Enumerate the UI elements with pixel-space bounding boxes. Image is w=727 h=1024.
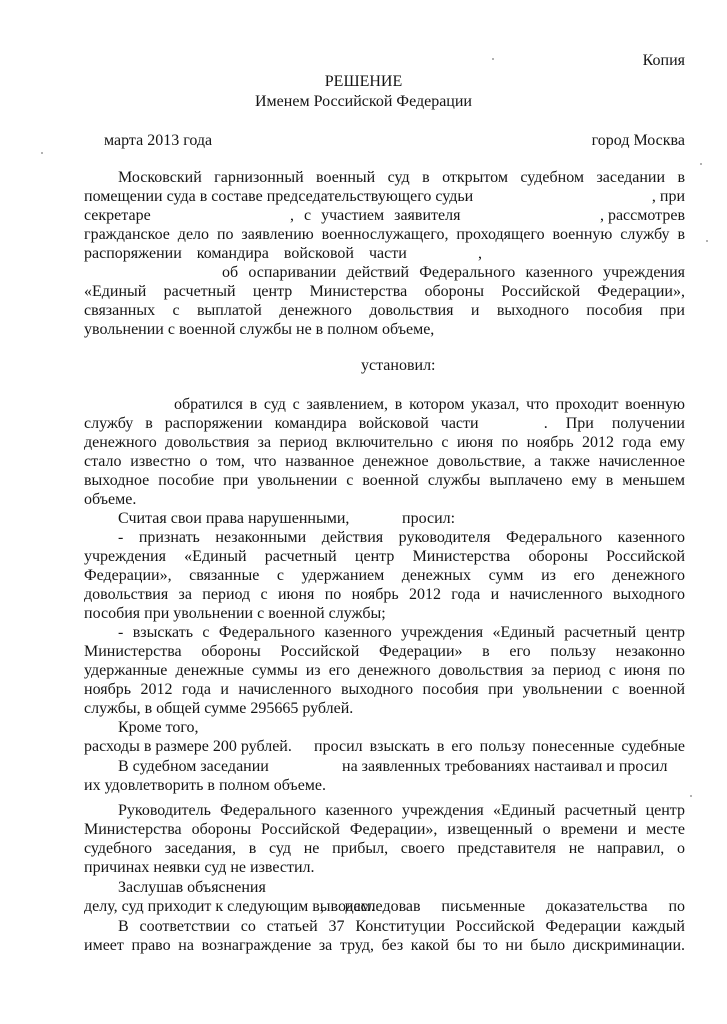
- p7-line: Министерства обороны Российской Федерации», извещенный о времени и месте: [84, 821, 685, 838]
- intro-line: Московский гарнизонный военный суд в открытом судебном заседании в: [118, 169, 685, 186]
- p8-line: делу, суд приходит к следующим выводам.: [84, 898, 375, 915]
- p6-text: на заявленных требованиях настаивал и просил: [342, 758, 668, 775]
- p6-line: [118, 757, 685, 776]
- p5-line: расходы в размере 200 рублей.: [84, 738, 292, 755]
- document-title: РЕШЕНИЕ: [324, 73, 403, 90]
- intro-text: , рассмотрев: [599, 207, 685, 224]
- p4-line: удержанные денежные суммы из его денежного довольствия за период с июня по: [84, 662, 685, 679]
- p7-line: причинах неявки суд не известил.: [84, 859, 315, 876]
- p2-line: [118, 509, 685, 528]
- p2-text: просил:: [402, 510, 456, 527]
- p1-text: . При получении: [543, 415, 685, 432]
- intro-line: увольнении с военной службы не в полном объеме,: [84, 321, 435, 338]
- intro-line: гражданское дело по заявлению военнослужащего, проходящего военную службу в: [84, 226, 685, 243]
- p4-line: службы, в общей сумме 295665 рублей.: [84, 700, 354, 717]
- document-subtitle: Именем Российской Федерации: [255, 93, 472, 110]
- intro-line: [84, 244, 685, 263]
- intro-text: помещении суда в составе председательствующего судьи: [84, 188, 474, 205]
- scan-speck: [492, 58, 494, 60]
- intro-text: , с участием заявителя: [290, 207, 461, 224]
- p1-line: выходное пособие при увольнении с военной службы выплачено ему в меньшем: [84, 472, 685, 489]
- p1-line: объеме.: [84, 491, 137, 508]
- scan-speck: [706, 240, 708, 242]
- p3-line: довольствия за период с июня по ноябрь 2012 года и начисленного выходного: [84, 586, 685, 603]
- copy-mark: Копия: [642, 52, 685, 69]
- p9-line: В соответствии со статьей 37 Конституции Российской Федерации каждый: [118, 918, 685, 935]
- p5-text: просил взыскать в его пользу понесенные судебные: [314, 738, 685, 755]
- scan-speck: [690, 795, 692, 797]
- p3-line: учреждения «Единый расчетный центр Министерства обороны Российской: [84, 548, 685, 565]
- intro-text: , при: [651, 188, 685, 205]
- p1-text: службу в распоряжении командира войсковой части: [84, 415, 479, 432]
- p4-line: Министерства обороны Российской Федерации» в его пользу незаконно: [84, 643, 685, 660]
- p7-line: Руководитель Федерального казенного учреждения «Единый расчетный центр: [118, 802, 685, 819]
- p6-text: В судебном заседании: [118, 758, 269, 775]
- intro-line: связанных с выплатой денежного довольствия и выходного пособия при: [84, 302, 685, 319]
- intro-line: «Единый расчетный центр Министерства обороны Российской Федерации»,: [84, 283, 685, 300]
- intro-text: секретаре: [84, 207, 151, 224]
- p3-line: - признать незаконными действия руководителя Федерального казенного: [118, 529, 685, 546]
- p3-line: пособия при увольнении с военной службы;: [84, 605, 386, 622]
- scan-speck: [700, 163, 702, 165]
- p8-text: Заслушав объяснения: [118, 879, 266, 896]
- p4-line: ноябрь 2012 года и начисленного выходного пособия при увольнении с военной: [84, 681, 685, 698]
- intro-line: [84, 187, 685, 206]
- p6-line: их удовлетворить в полном объеме.: [84, 777, 327, 794]
- decision-date: марта 2013 года: [104, 132, 213, 149]
- intro-line: об оспаривании действий Федерального казенного учреждения: [222, 264, 685, 281]
- p1-line: обратился в суд с заявлением, в котором указал, что проходит военную: [174, 396, 685, 413]
- p8-text: , исследовав письменные доказательства по: [320, 898, 685, 915]
- intro-text: распоряжении командира войсковой части: [84, 245, 407, 262]
- p3-line: Федерации», связанные с удержанием денежных сумм из его денежного: [84, 567, 685, 584]
- p9-line: имеет право на вознаграждение за труд, без какой бы то ни было дискриминации.: [84, 937, 685, 954]
- p1-line: стало известно о том, что названное денежное довольствие, а также начисленное: [84, 453, 685, 470]
- intro-text: ,: [478, 245, 482, 262]
- established-heading: установил:: [361, 357, 436, 374]
- intro-line: [84, 206, 685, 225]
- p2-text: Считая свои права нарушенными,: [118, 510, 350, 527]
- scan-speck: [41, 152, 43, 154]
- p4-line: - взыскать с Федерального казенного учреждения «Единый расчетный центр: [118, 624, 685, 641]
- p1-line: [84, 414, 685, 433]
- decision-city: город Москва: [591, 132, 685, 149]
- p7-line: судебного заседания, в суд не прибыл, своего представителя не направил, о: [84, 840, 685, 857]
- p1-line: денежного довольствия за период включительно с июня по ноябрь 2012 года ему: [84, 434, 685, 451]
- p5-text: Кроме того,: [118, 719, 199, 736]
